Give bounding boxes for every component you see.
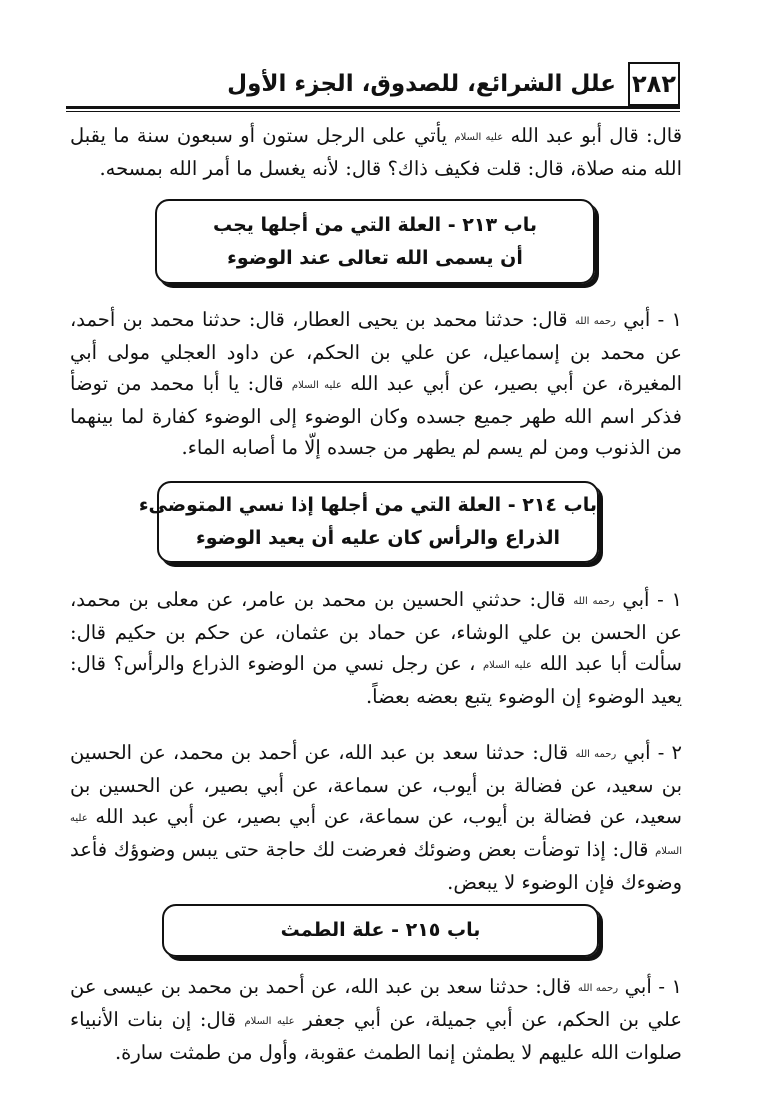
hadith-paragraph: ١ - أبي رحمه الله قال: حدثنا محمد بن يحيى العطار، قال: حدثنا محمد بن أحمد، عن محمد بن إسماعيل، عن علي بن الحكم، عن داود العجلي مولى أبي المغيرة، عن أبي بصير، عن أبي عبد الله عليه السلام قال: يا أبا محمد من توضأ فذكر اسم الله طهر جميع جسده وكان الوضوء إلى الوضوء كفارة لما بينهما من الذنوب ومن لم يسم لم يطهر من جسده إلّا ما أصابه الماء. bbox=[70, 307, 683, 459]
intro-paragraph: قال: قال أبو عبد الله عليه السلام يأتي على الرجل ستون أو سبعون سنة ما يقبل الله منه صلاة، قال: قلت فكيف ذاك؟ قال: لأنه يغسل ما أمر الله بمسحه. bbox=[70, 123, 683, 180]
blessing-glyph: عليه السلام bbox=[482, 659, 532, 671]
hadith-paragraph: ١ - أبي رحمه الله قال: حدثنا سعد بن عبد الله، عن أحمد بن محمد بن عيسى عن علي بن الحكم، عن أبي جميلة، عن أبي جعفر عليه السلام قال: إن بنات الأنبياء صلوات الله عليهم لا يطمثن إنما الطمث عقوبة، وأول من طمثت سارة. bbox=[70, 974, 683, 1064]
chapter-heading-214 bbox=[138, 481, 599, 563]
hadith-paragraph: ٢ - أبي رحمه الله قال: حدثنا سعد بن عبد الله، عن أحمد بن محمد، عن الحسين بن سعيد، عن فضالة بن أيوب، عن سماعة، عن أبي بصير، عن الحسين بن سعيد، عن فضالة بن أيوب، عن سماعة، عن أبي بصير، عن أبي عبد الله عليه السلام قال: إذا توضأت بعض وضوئك فعرضت لك حاجة حتى يبس وضوؤك فأعد وضوءك فإن الوضوء لا يبعض. bbox=[70, 740, 683, 894]
chapter-title-line: أن يسمى الله تعالى عند الوضوء bbox=[227, 246, 523, 269]
chapter-title-line: باب ٢١٣ - العلة التي من أجلها يجب bbox=[212, 213, 538, 236]
hadith-paragraph: ١ - أبي رحمه الله قال: حدثني الحسين بن محمد بن عامر، عن معلى بن محمد، عن الحسن بن علي الوشاء، عن حماد بن عثمان، عن حكم بن حكيم قال: سألت أبا عبد الله عليه السلام ، عن رجل نسي من الوضوء الذراع والرأس؟ قال: يعيد الوضوء إن الوضوء يتبع بعضه بعضاً. bbox=[70, 587, 683, 708]
chapter-title-line: باب ٢١٥ - علة الطمث bbox=[280, 919, 481, 941]
rahimahu-glyph: رحمه الله bbox=[575, 748, 617, 760]
header-rule bbox=[66, 106, 680, 109]
blessing-glyph: عليه السلام bbox=[244, 1015, 295, 1027]
chapter-title-line: الذراع والرأس كان عليه أن يعيد الوضوء bbox=[195, 527, 561, 549]
chapter-heading-215 bbox=[162, 904, 599, 957]
header-rule-thin bbox=[66, 111, 680, 112]
page-header bbox=[66, 62, 680, 110]
chapter-heading-213 bbox=[155, 199, 595, 284]
rahimahu-glyph: رحمه الله bbox=[577, 982, 619, 994]
rahimahu-glyph: رحمه الله bbox=[573, 595, 615, 607]
blessing-glyph: عليه السلام bbox=[454, 131, 504, 143]
chapter-title-line: باب ٢١٤ - العلة التي من أجلها إذا نسي المتوضىء bbox=[138, 494, 597, 516]
page-number: ٢٨٢ bbox=[628, 62, 680, 106]
rahimahu-glyph: رحمه الله bbox=[574, 315, 616, 327]
running-title: علل الشرائع، للصدوق، الجزء الأول bbox=[227, 71, 616, 97]
blessing-glyph: عليه السلام bbox=[70, 812, 682, 857]
blessing-glyph: عليه السلام bbox=[291, 379, 342, 391]
